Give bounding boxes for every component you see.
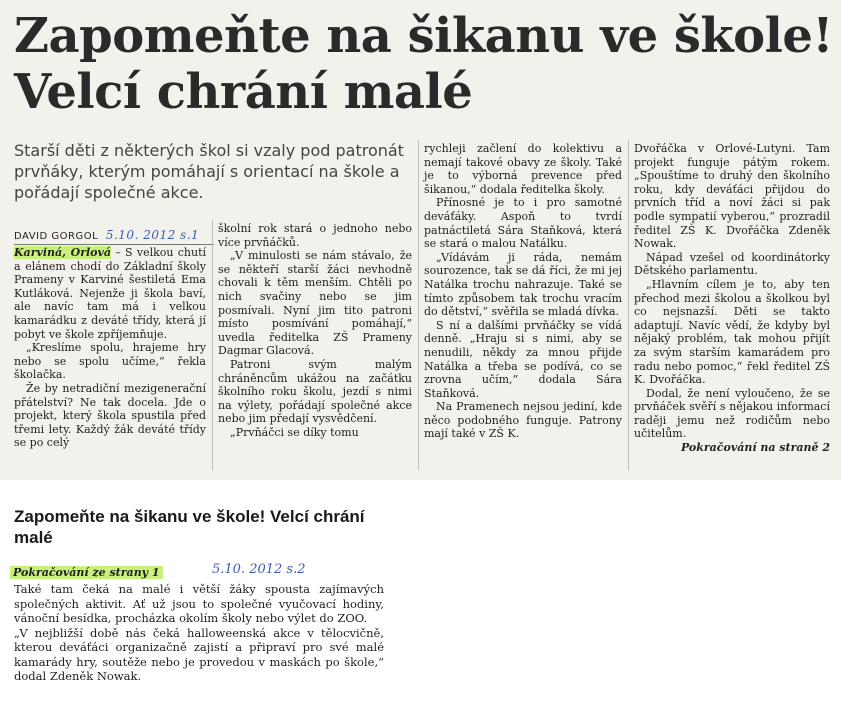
paragraph: Karviná, Orlová – S velkou chutí a elánem chodí do Základní školy Prameny v Karviné šestiletá Ema Kutláková. Nejenže ji škola baví, ale navíc tam má i velkou kamarádku z deváté třídy, která jí pobyt ve škole zpříjemňuje. bbox=[14, 246, 207, 341]
paragraph: Patroni svým malým chráněncům ukážou na začátku školního roku školu, jezdí s nimi na výlety, pořádají společné akce nebo jim předají vysvědčení. bbox=[218, 357, 412, 426]
paragraph: „Hlavním cílem je to, aby ten přechod mezi školou a školkou byl co nejsnazší. Děti se takto adaptují. Navíc vědí, že kdyby byl nějaký problém, tak mohou přijít za svým starším kamarádem pro radu nebo pomoc,“ řekl ředitel ZŠ K. Dvořáčka. bbox=[634, 277, 830, 387]
paragraph: „Kreslíme spolu, hrajeme hry nebo se spolu učíme,“ řekla školačka. bbox=[14, 341, 206, 382]
text-column-2 bbox=[218, 222, 412, 440]
continuation-text bbox=[14, 582, 384, 684]
column-divider bbox=[418, 140, 419, 470]
paragraph: Také tam čeká na malé i větší žáky spousta zajímavých společných aktivit. Ať už jsou to společné vyučovací hodiny, vánoční besídka, procházka okolím školy nebo výlet do ZOO. bbox=[14, 582, 384, 625]
paragraph: rychleji začlení do kolektivu a nemají takové obavy ze školy. Také je to výborná prevence před šikanou,“ dodala ředitelka školy. bbox=[424, 142, 622, 196]
text-column-3 bbox=[424, 142, 622, 441]
paragraph: „Vídávám ji ráda, nemám sourozence, tak se dá říci, že mi jej Natálka trochu nahrazuje. Také se tímto způsobem tak trochu vracím do dětství,“ svěřila se mladá dívka. bbox=[424, 250, 622, 319]
column-divider bbox=[628, 140, 629, 470]
article-headline: Zapomeňte na šikanu ve škole! Velcí chrání malé bbox=[14, 8, 833, 120]
paragraph: Že by netradiční mezigenerační přátelství? Ne tak docela. Jde o projekt, který škola spustila před třemi lety. Každý žák deváté třídy se po celý bbox=[14, 381, 206, 450]
dateline: Karviná, Orlová bbox=[14, 246, 112, 259]
paragraph: „Prvňáčci se díky tomu bbox=[230, 425, 359, 439]
paragraph: školní rok stará o jednoho nebo více prvňáčků. bbox=[218, 222, 412, 249]
text-column-1 bbox=[14, 246, 206, 450]
handwritten-note: 5.10. 2012 s.1 bbox=[105, 228, 200, 242]
continued-from: Pokračování ze strany 1 bbox=[10, 566, 163, 579]
article-perex: Starší děti z některých škol si vzaly pod patronát prvňáky, kterým pomáhají s orientací na škole a pořádají společné akce. bbox=[14, 141, 404, 202]
paragraph: Na Pramenech nejsou jediní, kde něco podobného funguje. Patrony mají také v ZŠ K. bbox=[424, 400, 622, 441]
continuation-headline: Zapomeňte na šikanu ve škole! Velcí chrání malé bbox=[14, 507, 365, 547]
paragraph: S ní a dalšími prvňáčky se vídá denně. „Hraju si s nimi, aby se nenudili, někdy za mnou přijde Natálka a třeba se podívá, co se zrovna učím,“ dodala Sára Staňková. bbox=[424, 318, 622, 400]
paragraph: Nápad vzešel od koordinátorky Dětského parlamentu. bbox=[634, 250, 830, 278]
continued-note: Pokračování na straně 2 bbox=[680, 441, 830, 455]
handwritten-note: 5.10. 2012 s.2 bbox=[212, 562, 306, 577]
paragraph: Dodal, že není vyloučeno, že se prvňáček svěří s nějakou informací raději jemu než rodičům nebo učitelům. bbox=[634, 386, 830, 441]
paragraph: Přínosné je to i pro samotné deváťáky. Aspoň to tvrdí patnáctiletá Sára Staňková, která se stará o malou Natálku. bbox=[424, 196, 622, 251]
paragraph: Dvořáčka v Orlové-Lutyni. Tam projekt funguje pátým rokem. „Spouštíme to druhý den školního roku, kdy deváťáci přijdou do prvních tříd a noví žáci si pak podle sympatií vyberou,“ prozradil ředitel ZŠ K. Dvořáčka Zdeněk Nowak. bbox=[634, 142, 830, 251]
column-divider bbox=[212, 220, 213, 470]
article-clipping-page-2 bbox=[0, 500, 400, 718]
byline bbox=[14, 228, 214, 245]
text-column-4 bbox=[634, 142, 830, 455]
author-name: DAVID GORGOL bbox=[14, 231, 99, 242]
paragraph: „V nejbližší době nás čeká halloweenská akce v tělocvičně, kterou deváťáci organizačně zajistí a připraví pro své malé kamarády hry, soutěže nebo je provedou v maskách po škole,“ dodal Zdeněk Nowak. bbox=[14, 625, 384, 683]
paragraph: „V minulosti se nám stávalo, že se někteří starší žáci nevhodně chovali k těm menším. Chtěli po nich svačiny nebo se jim posmívali. Nyní jim tito patroni místo posmívání pomáhají,“ uvedla ředitelka ZŠ Prameny Dagmar Glacová. bbox=[218, 249, 412, 358]
